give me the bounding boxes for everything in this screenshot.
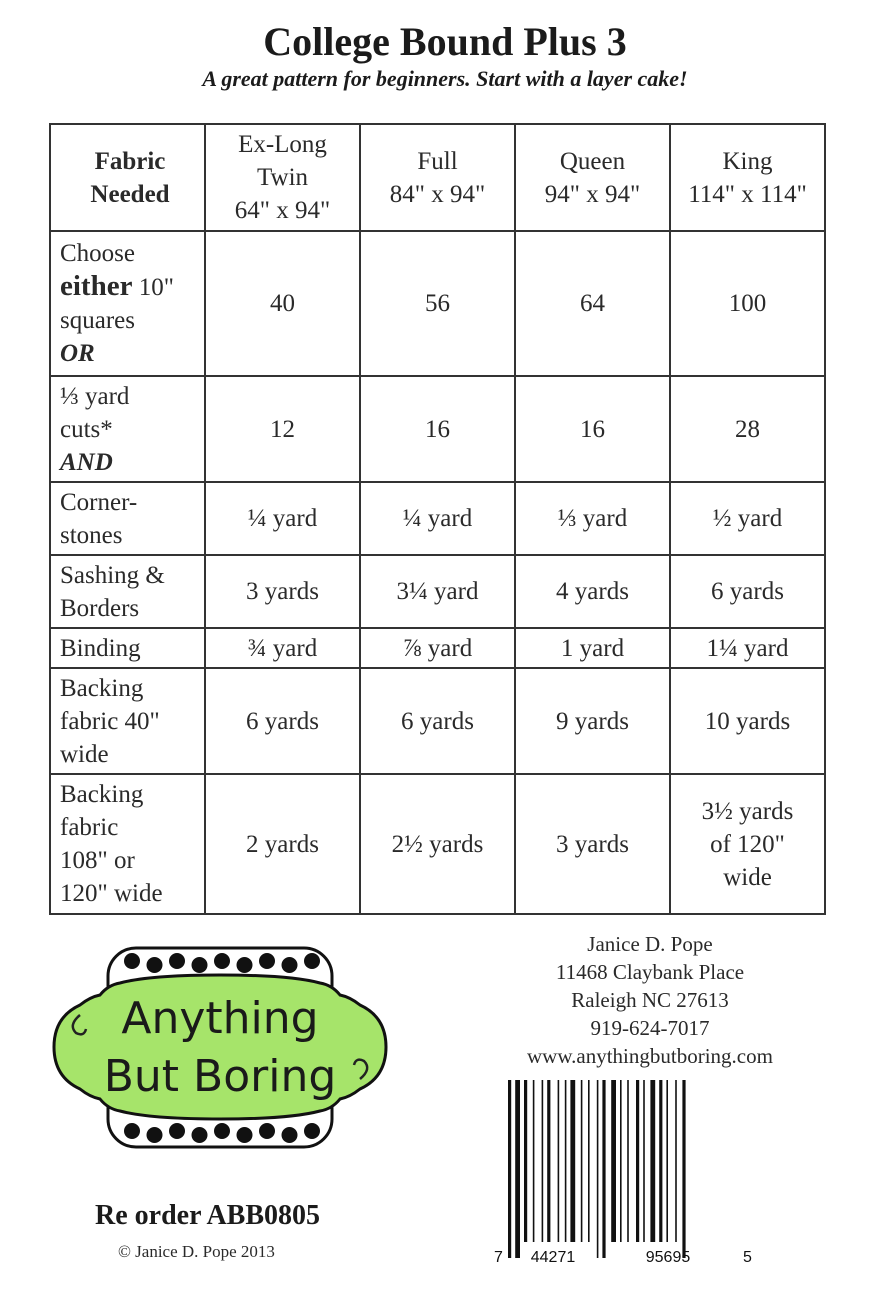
- logo-dot: [147, 1127, 163, 1143]
- barcode-bar: [581, 1080, 583, 1242]
- logo-dot: [169, 953, 185, 969]
- barcode-bar: [682, 1080, 685, 1258]
- header-queen: Queen 94" x 94": [515, 124, 670, 231]
- logo-dot: [147, 957, 163, 973]
- table-cell: 2 yards: [205, 774, 360, 914]
- barcode-bar: [533, 1080, 535, 1242]
- logo-dot: [282, 957, 298, 973]
- logo-text-anything: Anything: [121, 993, 319, 1044]
- barcode-bar: [643, 1080, 645, 1242]
- table-cell: ⅞ yard: [360, 628, 515, 668]
- row-label-backing-40: Backing fabric 40" wide: [50, 668, 205, 774]
- table-row: [50, 376, 825, 482]
- barcode-bar: [636, 1080, 639, 1242]
- barcode-digit-check: 5: [743, 1249, 752, 1266]
- table-cell: 6 yards: [205, 668, 360, 774]
- barcode-bar: [524, 1080, 527, 1242]
- barcode-bar: [515, 1080, 520, 1258]
- barcode-bar: [666, 1080, 668, 1242]
- barcode-bar: [570, 1080, 575, 1242]
- table-row: [50, 555, 825, 628]
- logo-dot: [169, 1123, 185, 1139]
- table-cell: 3½ yards of 120" wide: [670, 774, 825, 914]
- logo-dot: [214, 1123, 230, 1139]
- pattern-subtitle: A great pattern for beginners. Start with a layer cake!: [202, 66, 688, 91]
- logo-text-but-boring: But Boring: [103, 1051, 337, 1102]
- table-header-row: [50, 124, 825, 231]
- logo-dot: [282, 1127, 298, 1143]
- barcode-bar: [611, 1080, 616, 1242]
- table-cell: ¼ yard: [360, 482, 515, 555]
- table-cell: 1¼ yard: [670, 628, 825, 668]
- row-label-backing-108-120: Backing fabric 108" or 120" wide: [50, 774, 205, 914]
- contact-street: 11468 Claybank Place: [555, 960, 745, 984]
- barcode: [488, 1080, 753, 1270]
- contact-name: Janice D. Pope: [587, 932, 713, 956]
- table-row: [50, 668, 825, 774]
- barcode-bar: [588, 1080, 590, 1242]
- reorder-code: Re order ABB0805: [95, 1200, 321, 1231]
- table-row: [50, 628, 825, 668]
- barcode-bar: [508, 1080, 511, 1258]
- logo-dot: [192, 957, 208, 973]
- table-cell: 6 yards: [360, 668, 515, 774]
- logo-dot: [124, 1123, 140, 1139]
- table-cell: 16: [515, 376, 670, 482]
- pattern-title: College Bound Plus 3: [263, 19, 627, 64]
- barcode-bar: [547, 1080, 550, 1242]
- header-fabric-needed: Fabric Needed: [50, 124, 205, 231]
- barcode-bar: [659, 1080, 662, 1242]
- barcode-bar: [675, 1080, 677, 1242]
- table-cell: 4 yards: [515, 555, 670, 628]
- table-cell: ¼ yard: [205, 482, 360, 555]
- table-cell: 40: [205, 231, 360, 376]
- table-cell: 16: [360, 376, 515, 482]
- table-cell: ¾ yard: [205, 628, 360, 668]
- barcode-bar: [565, 1080, 567, 1242]
- logo-dot: [237, 1127, 253, 1143]
- table-cell: ⅓ yard: [515, 482, 670, 555]
- table-cell: 64: [515, 231, 670, 376]
- anything-but-boring-logo: [50, 945, 390, 1150]
- table-cell: 10 yards: [670, 668, 825, 774]
- table-cell: 2½ yards: [360, 774, 515, 914]
- table-cell: ½ yard: [670, 482, 825, 555]
- table-cell: 28: [670, 376, 825, 482]
- barcode-bar: [558, 1080, 560, 1242]
- logo-dot: [304, 1123, 320, 1139]
- row-label-third-yard-cuts: ⅓ yard cuts* AND: [50, 376, 205, 482]
- table-cell: 6 yards: [670, 555, 825, 628]
- logo-dot: [259, 953, 275, 969]
- table-cell: 9 yards: [515, 668, 670, 774]
- row-label-cornerstones: Corner- stones: [50, 482, 205, 555]
- table-cell: 12: [205, 376, 360, 482]
- barcode-bar: [597, 1080, 599, 1258]
- table-cell: 3 yards: [205, 555, 360, 628]
- barcode-digits-right: 95695: [645, 1249, 691, 1266]
- barcode-bar: [627, 1080, 629, 1242]
- header-king: King 114" x 114": [670, 124, 825, 231]
- barcode-bar: [650, 1080, 655, 1242]
- logo-dot: [304, 953, 320, 969]
- logo-dot: [259, 1123, 275, 1139]
- barcode-digits-left: 44271: [530, 1249, 576, 1266]
- table-row: [50, 231, 825, 376]
- logo-dot: [214, 953, 230, 969]
- logo-dot: [237, 957, 253, 973]
- contact-city: Raleigh NC 27613: [571, 988, 729, 1012]
- table-row: [50, 774, 825, 914]
- barcode-digit-prefix: 7: [494, 1249, 503, 1266]
- barcode-bar: [620, 1080, 622, 1242]
- contact-block: [455, 930, 845, 1070]
- logo-dot: [192, 1127, 208, 1143]
- contact-phone: 919-624-7017: [590, 1016, 710, 1040]
- copyright-notice: © Janice D. Pope 2013: [118, 1242, 275, 1261]
- table-row: [50, 482, 825, 555]
- fabric-requirements-table: [49, 123, 826, 915]
- row-label-sashing-borders: Sashing & Borders: [50, 555, 205, 628]
- header-ex-long-twin: Ex-Long Twin 64" x 94": [205, 124, 360, 231]
- contact-website: www.anythingbutboring.com: [527, 1044, 773, 1068]
- barcode-bar: [542, 1080, 544, 1242]
- table-cell: 3¼ yard: [360, 555, 515, 628]
- table-cell: 100: [670, 231, 825, 376]
- row-label-binding: Binding: [50, 628, 205, 668]
- table-cell: 1 yard: [515, 628, 670, 668]
- barcode-bar: [602, 1080, 605, 1258]
- table-cell: 56: [360, 231, 515, 376]
- table-cell: 3 yards: [515, 774, 670, 914]
- logo-dot: [124, 953, 140, 969]
- row-label-squares: Choose either 10" squares OR: [50, 231, 205, 376]
- header-full: Full 84" x 94": [360, 124, 515, 231]
